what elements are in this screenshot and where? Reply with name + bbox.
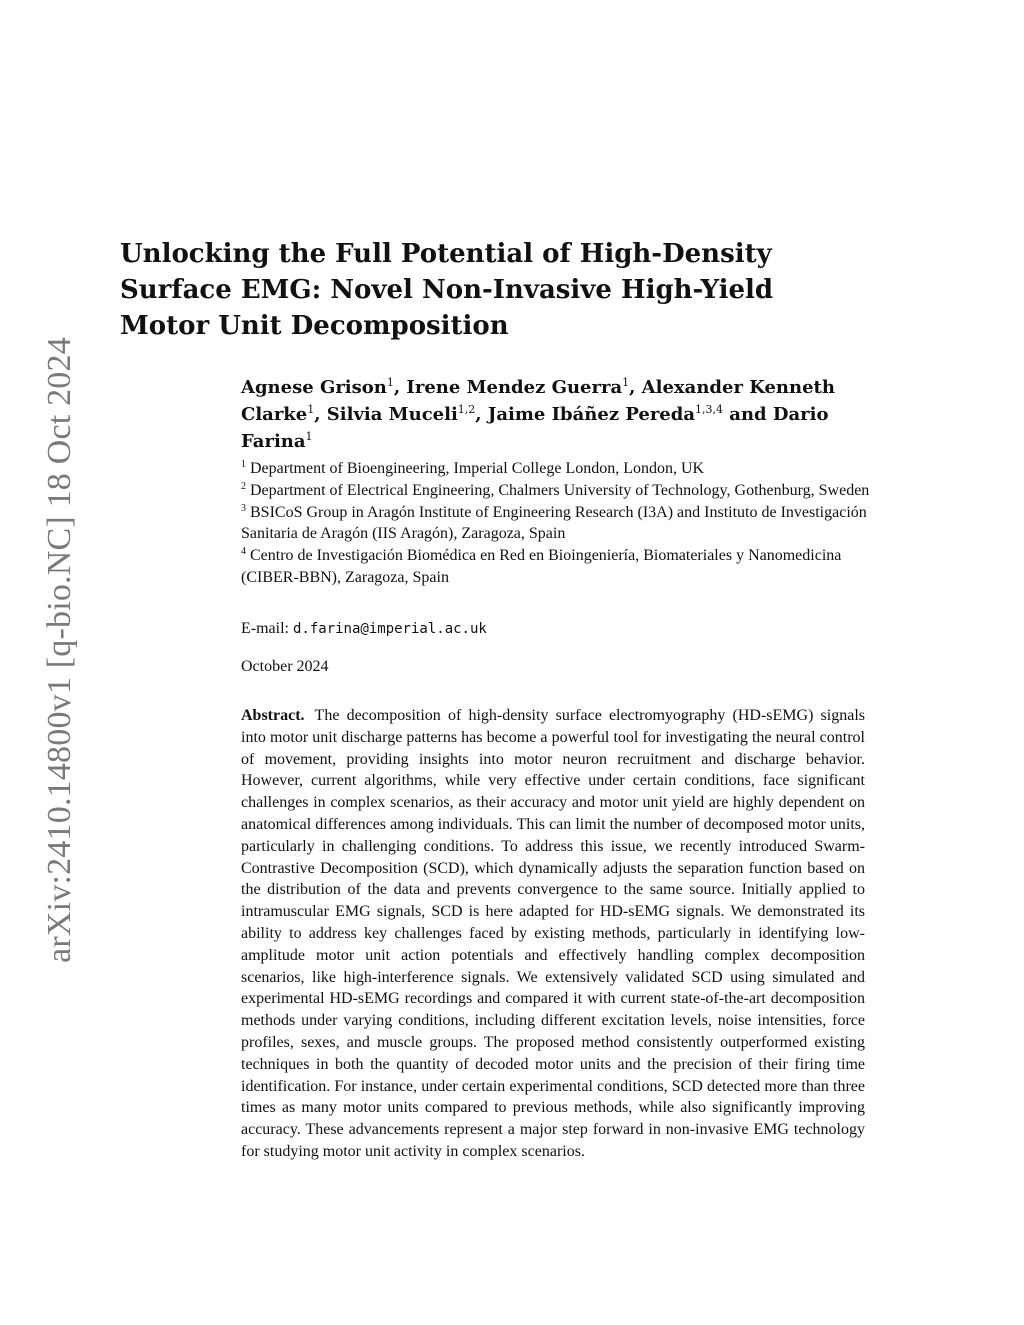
paper-title [120, 236, 840, 344]
affiliation-text: Centro de Investigación Biomédica en Red en Bioingeniería, Biomateriales y Nanomedicina (CIBER-BBN), Zaragoza, Spain [241, 547, 842, 586]
author-affiliation-mark: 1 [622, 376, 630, 389]
author-separator: , [314, 404, 327, 425]
author-name: Jaime Ibáñez Pereda [487, 404, 696, 425]
affiliation-number: 1 [241, 459, 246, 470]
author-name: Dario Farina [241, 404, 829, 452]
affiliation-text: BSICoS Group in Aragón Institute of Engineering Research (I3A) and Instituto de Investigación Sanitaria de Aragón (IIS Aragón), Zaragoza, Spain [241, 503, 867, 543]
author-name: Irene Mendez Guerra [406, 377, 623, 398]
abstract-text: The decomposition of high-density surface electromyography (HD-sEMG) signals into motor unit discharge patterns has become a powerful tool for investigating the neural control of movement, providing insights into motor neuron recruitment and discharge behavior. However, current algorithms, while very effective under certain conditions, face significant challenges in complex scenarios, as their accuracy and motor unit yield are highly dependent on anatomical differences among individuals. This can limit the number of decomposed motor units, particularly in challenging conditions. To address this issue, we recently introduced Swarm-Contrastive Decomposition (SCD), which dynamically adjusts the separation function based on the distribution of the data and prevents convergence to the same source. Initially applied to intramuscular EMG signals, SCD is here adapted for HD-sEMG signals. We demonstrated its ability to address key challenges faced by existing methods, particularly in identifying low-amplitude motor unit action potentials and effectively handling complex decomposition scenarios, like high-interference signals. We extensively validated SCD using simulated and experimental HD-sEMG recordings and compared it with current state-of-the-art decomposition methods under varying conditions, including different excitation levels, noise intensities, force profiles, sexes, and muscle groups. The proposed method consistently outperformed existing techniques in both the quantity of decoded motor units and the precision of their firing time identification. For instance, under certain experimental conditions, SCD detected more than three times as many motor units compared to previous methods, while also significantly improving accuracy. These advancements represent a major step forward in non-invasive EMG technology for studying motor unit activity in complex scenarios. [241, 707, 865, 1160]
affiliation-item [241, 502, 881, 546]
abstract-label: Abstract. [241, 707, 305, 724]
affiliation-item [241, 545, 881, 589]
author-affiliation-mark: 1,3,4 [695, 403, 724, 416]
email-address[interactable]: d.farina@imperial.ac.uk [292, 621, 487, 637]
paper-title-line: Surface EMG: Novel Non-Invasive High-Yield [120, 275, 774, 305]
affiliation-item [241, 458, 881, 480]
author-affiliation-mark: 1 [386, 376, 394, 389]
affiliation-list [241, 458, 881, 589]
author-name: Alexander Kenneth Clarke [241, 377, 835, 425]
author-separator: , [629, 377, 642, 398]
author-affiliation-mark: 1,2 [457, 403, 476, 416]
publication-date: October 2024 [241, 658, 329, 675]
paper-title-line: Unlocking the Full Potential of High-Density [120, 239, 772, 269]
paper-title-line: Motor Unit Decomposition [120, 311, 509, 341]
author-list [241, 374, 881, 455]
author-affiliation-mark: 1 [307, 403, 315, 416]
author-separator: , [393, 377, 407, 398]
affiliation-text: Department of Electrical Engineering, Chalmers University of Technology, Gothenburg, Sweden [250, 481, 870, 499]
contact-email [241, 618, 487, 640]
author-separator: and [723, 404, 773, 425]
email-label: E-mail: [241, 620, 289, 637]
affiliation-number: 3 [241, 502, 246, 514]
author-separator: , [475, 404, 488, 425]
author-name: Silvia Muceli [326, 404, 458, 425]
abstract [241, 705, 865, 1163]
arxiv-identifier-stamp: arXiv:2410.14800v1 [q-bio.NC] 18 Oct 2024 [41, 337, 78, 963]
affiliation-item [241, 480, 881, 502]
affiliation-number: 2 [241, 480, 246, 492]
affiliation-text: Department of Bioengineering, Imperial College London, London, UK [250, 460, 705, 477]
author-name: Agnese Grison [241, 377, 387, 398]
author-affiliation-mark: 1 [305, 430, 313, 443]
affiliation-number: 4 [241, 546, 246, 558]
